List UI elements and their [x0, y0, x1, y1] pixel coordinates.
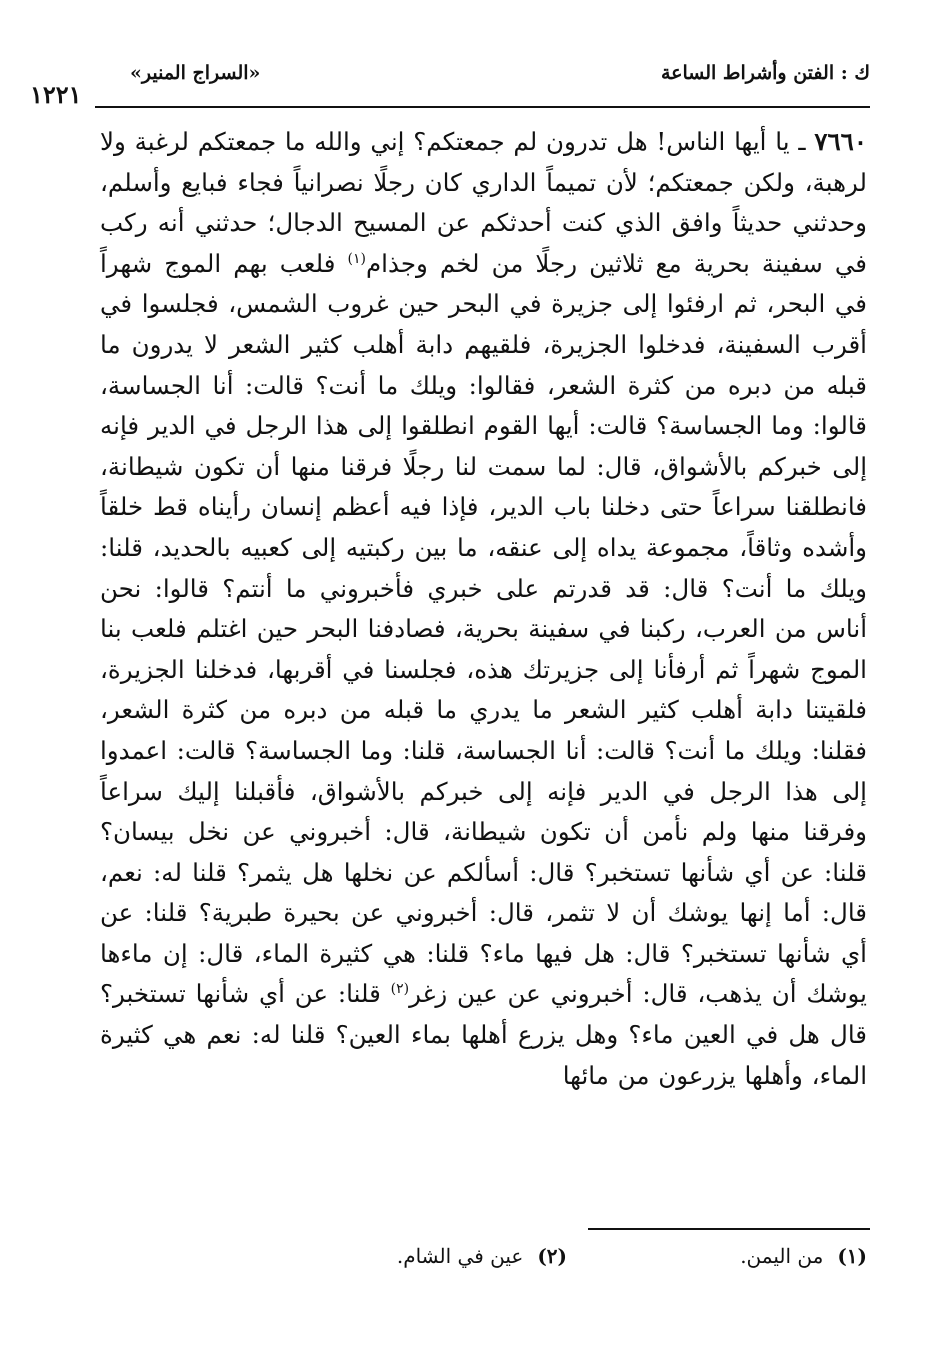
- header-rule: [95, 106, 870, 108]
- footnote-ref-2: (٢): [390, 981, 410, 998]
- hadith-text-part-3: قلنا: عن أي شأنها تستخبر؟ قال هل في العين ماء؟ وهل يزرع أهلها بماء العين؟ قلنا له: نعم هي كثيرة الماء، وأهلها يزرعون من مائها: [100, 979, 867, 1090]
- hadith-text-part-1: ـ يا أيها الناس! هل تدرون لم جمعتكم؟ إني والله ما جمعتكم لرغبة ولا لرهبة، ولكن جمعتكم؛ لأن تميماً الداري كان رجلًا نصرانياً فجاء فبايع وأسلم، وحدثني حديثاً وافق الذي كنت أحدثكم عن المسيح الدجال؛ حدثني أنه ركب في سفينة بحرية مع ثلاثين رجلًا من لخم وجذام: [100, 127, 867, 278]
- page-number: ١٢٢١: [30, 80, 82, 109]
- footnote-rule: [588, 1228, 870, 1230]
- footnote-1-marker: (١): [837, 1244, 867, 1268]
- footnotes: [100, 1244, 867, 1274]
- footnote-2-marker: (٢): [537, 1244, 567, 1268]
- footnote-2-text: عين في الشام.: [396, 1244, 524, 1268]
- hadith-text-part-2: فلعب بهم الموج شهراً في البحر، ثم ارفئوا إلى جزيرة في البحر حين غروب الشمس، فجلسوا في أقرب السفينة، فدخلوا الجزيرة، فلقيهم دابة أهلب كثير الشعر لا يدرون ما قبله من دبره من كثرة الشعر، فقالوا: ويلك ما أنت؟ قالت: أنا الجساسة، قالوا: وما الجساسة؟ قالت: أيها القوم انطلقوا إلى هذا الرجل في الدير فإنه إلى خبركم بالأشواق، قال: لما سمت لنا رجلًا فرقنا منها أن تكون شيطانة، فانطلقنا سراعاً حتى دخلنا باب الدير، فإذا فيه أعظم إنسان رأيناه قط خلقاً وأشده وثاقاً، مجموعة يداه إلى عنقه، ما بين ركبتيه إلى كعبيه بالحديد، قلنا: ويلك ما أنت؟ قال: قد قدرتم على خبري فأخبروني ما أنتم؟ قالوا: نحن أناس من العرب، ركبنا في سفينة بحرية، فصادفنا البحر حين اغتلم فلعب بنا الموج شهراً ثم أرفأنا إلى جزيرتك هذه، فجلسنا في أقربها، فدخلنا الجزيرة، فلقيتنا دابة أهلب كثير الشعر ما يدري ما قبله من دبره من كثرة الشعر، فقلنا: ويلك ما أنت؟ قالت: أنا الجساسة، قلنا: وما الجساسة؟ قالت: اعمدوا إلى هذا الرجل في الدير فإنه إلى خبركم بالأشواق، فأقبلنا إليك سراعاً وفرقنا منها ولم نأمن أن تكون شيطانة، قال: أخبروني عن نخل بيسان؟ قلنا: عن أي شأنها تستخبر؟ قال: أسألكم عن نخلها هل يثمر؟ قلنا له: نعم، قال: أما إنها يوشك أن لا تثمر، قال: أخبروني عن بحيرة طبرية؟ قلنا: عن أي شأنها تستخبر؟ قال: هل فيها ماء؟ قلنا: هي كثيرة الماء، قال: إن ماءها يوشك أن يذهب، قال: أخبروني عن عين زغر: [100, 248, 867, 1009]
- chapter-title: ك : الفتن وأشراط الساعة: [660, 62, 870, 84]
- footnote-1-text: من اليمن.: [740, 1244, 824, 1268]
- footnote-ref-1: (١): [347, 250, 366, 267]
- running-header: [30, 62, 870, 109]
- footnote-2: [397, 1244, 567, 1268]
- footnote-1: [740, 1244, 867, 1268]
- book-title: «السراج المنير»: [130, 62, 261, 84]
- hadith-number: ٧٦٦٠: [814, 127, 867, 156]
- hadith-text: [100, 122, 867, 1096]
